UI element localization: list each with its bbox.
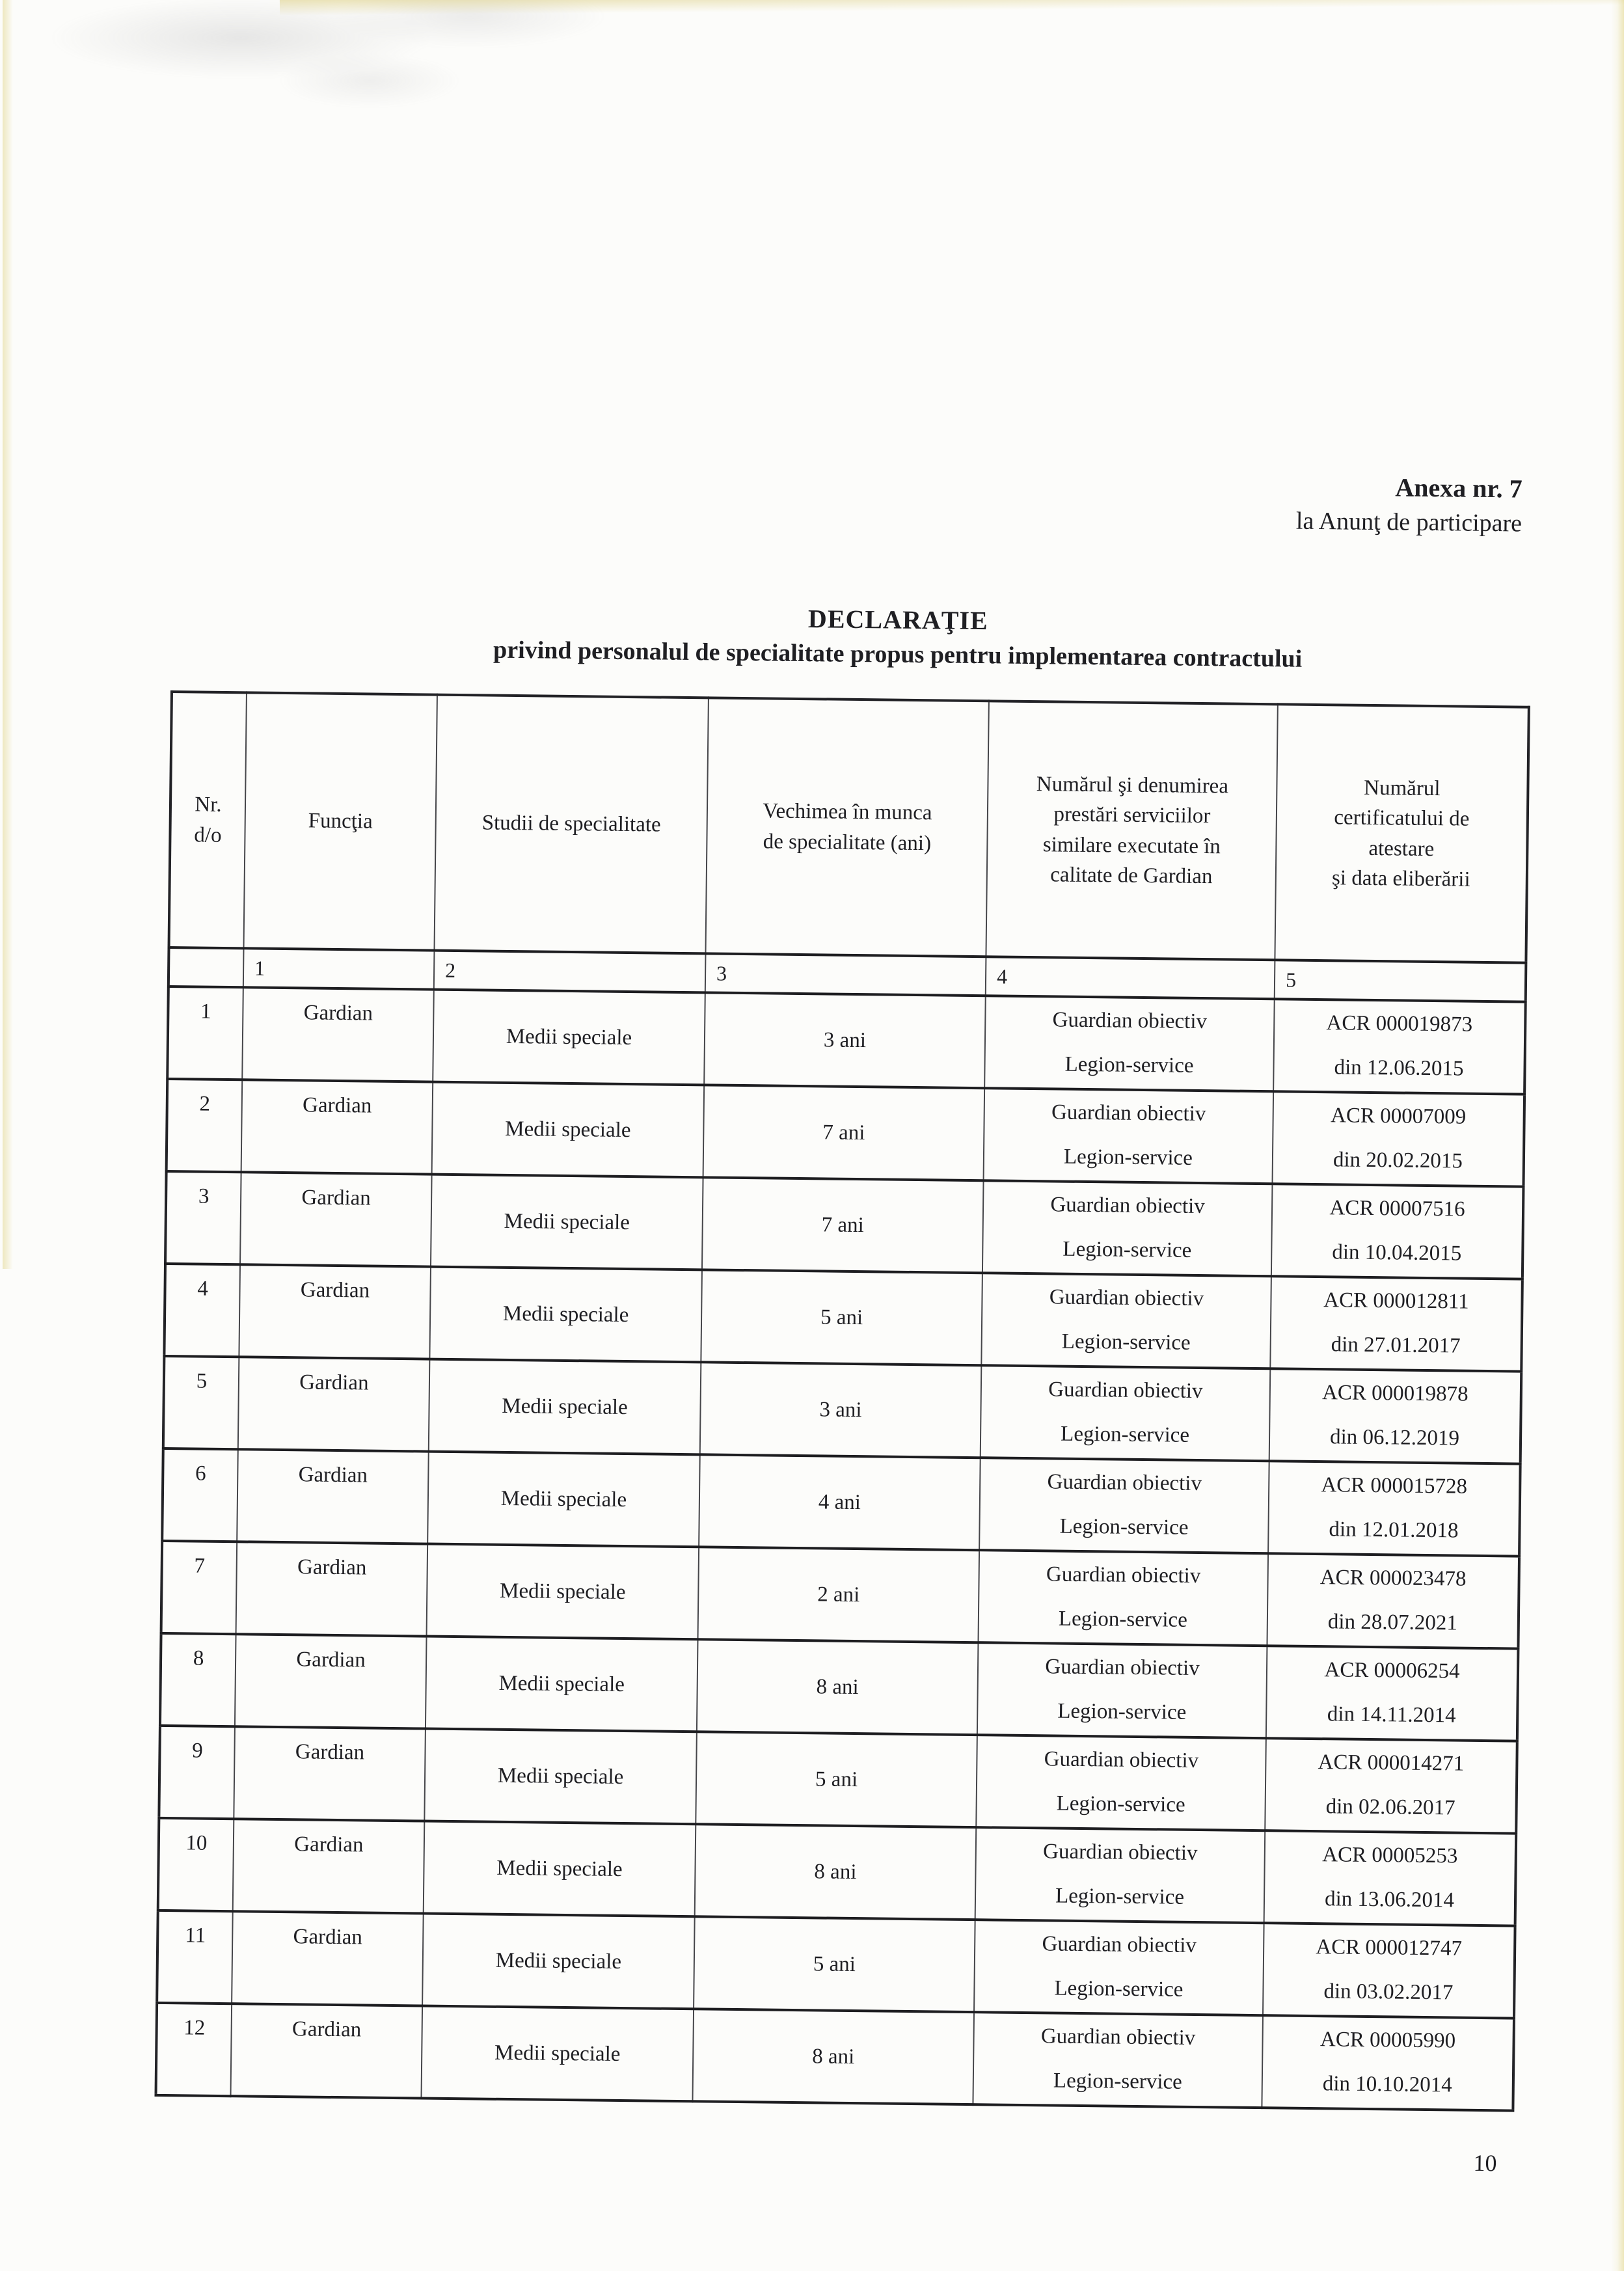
cell-certificat: ACR 000023478 din 28.07.2021 <box>1267 1553 1519 1648</box>
cell-certificat: ACR 000019878 din 06.12.2019 <box>1269 1368 1522 1463</box>
table-row <box>167 1079 1524 1187</box>
cell-nr: 11 <box>157 1911 233 2004</box>
cell-functia: Gardian <box>242 987 434 1081</box>
cell-vechimea: 3 ani <box>700 1362 982 1458</box>
cell-studii: Medii speciale <box>421 2006 694 2102</box>
table-row <box>157 1911 1515 2019</box>
cell-nr: 2 <box>167 1079 243 1172</box>
table-body <box>156 986 1526 2111</box>
column-header-vechimea: Vechimea în munca de specialitate (ani) <box>705 698 988 957</box>
cell-functia: Gardian <box>239 1264 431 1359</box>
column-header-functia: Funcţia <box>244 692 437 950</box>
cell-certificat: ACR 00005253 din 13.06.2014 <box>1264 1830 1517 1925</box>
cell-servicii: Guardian obiectiv Legion-service <box>981 1365 1271 1461</box>
cell-vechimea: 5 ani <box>701 1270 982 1365</box>
cell-functia: Gardian <box>230 2004 422 2098</box>
cell-nr: 12 <box>156 2003 232 2096</box>
table-row <box>167 986 1525 1095</box>
cell-certificat: ACR 000014271 din 02.06.2017 <box>1265 1738 1517 1833</box>
cell-certificat: ACR 000012747 din 03.02.2017 <box>1263 1923 1515 2018</box>
column-header-nr: Nr. d/o <box>169 692 247 948</box>
cell-servicii: Guardian obiectiv Legion-service <box>974 1920 1264 2015</box>
column-number: 2 <box>434 951 706 993</box>
table-row <box>158 1818 1516 1926</box>
table-row <box>159 1726 1517 1834</box>
cell-servicii: Guardian obiectiv Legion-service <box>975 1827 1265 1923</box>
cell-certificat: ACR 00005990 din 10.10.2014 <box>1262 2015 1514 2110</box>
table-row <box>156 2003 1514 2111</box>
cell-nr: 8 <box>160 1633 236 1726</box>
cell-functia: Gardian <box>237 1449 429 1543</box>
cell-servicii: Guardian obiectiv Legion-service <box>977 1642 1267 1738</box>
cell-nr: 3 <box>165 1171 241 1264</box>
cell-nr: 5 <box>163 1356 239 1449</box>
table-row <box>164 1264 1522 1372</box>
cell-studii: Medii speciale <box>422 1914 695 2009</box>
cell-studii: Medii speciale <box>431 1175 703 1270</box>
column-header-studii: Studii de specialitate <box>434 695 708 954</box>
cell-certificat: ACR 000019873 din 12.06.2015 <box>1273 999 1526 1094</box>
cell-functia: Gardian <box>233 1819 425 1913</box>
annex-number: Anexa nr. 7 <box>1395 472 1522 504</box>
cell-vechimea: 3 ani <box>704 992 986 1088</box>
table-row <box>162 1448 1520 1557</box>
cell-studii: Medii speciale <box>432 1082 705 1178</box>
cell-servicii: Guardian obiectiv Legion-service <box>973 2012 1263 2108</box>
cell-vechimea: 4 ani <box>699 1454 981 1550</box>
cell-vechimea: 2 ani <box>698 1547 980 1642</box>
cell-functia: Gardian <box>240 1172 432 1266</box>
cell-certificat: ACR 00007516 din 10.04.2015 <box>1271 1184 1524 1279</box>
cell-vechimea: 5 ani <box>696 1732 977 1827</box>
table-row <box>161 1541 1519 1649</box>
annex-subline: la Anunţ de participare <box>1295 507 1522 537</box>
cell-nr: 7 <box>161 1541 237 1634</box>
cell-functia: Gardian <box>232 1911 424 2006</box>
table-row <box>163 1356 1521 1464</box>
document-title: DECLARAŢIE <box>807 604 988 636</box>
cell-functia: Gardian <box>236 1542 428 1636</box>
annex-reference <box>1296 469 1522 541</box>
cell-studii: Medii speciale <box>429 1267 702 1363</box>
personnel-table <box>154 690 1530 2112</box>
cell-certificat: ACR 000015728 din 12.01.2018 <box>1268 1461 1521 1556</box>
table-row <box>165 1171 1523 1279</box>
cell-vechimea: 5 ani <box>694 1916 975 2012</box>
column-header-servicii: Numărul şi denumirea prestări serviciilor similare executate în calitate de Gardian <box>986 701 1277 960</box>
cell-functia: Gardian <box>238 1357 430 1451</box>
column-number: 4 <box>986 957 1275 999</box>
cell-servicii: Guardian obiectiv Legion-service <box>984 1088 1274 1184</box>
page-number: 10 <box>1473 2149 1497 2177</box>
cell-nr: 10 <box>158 1818 234 1911</box>
cell-functia: Gardian <box>234 1726 426 1821</box>
table-row <box>160 1633 1518 1741</box>
cell-servicii: Guardian obiectiv Legion-service <box>976 1735 1266 1830</box>
cell-servicii: Guardian obiectiv Legion-service <box>981 1273 1271 1368</box>
cell-vechimea: 8 ani <box>695 1824 977 1920</box>
cell-studii: Medii speciale <box>427 1544 699 1640</box>
column-number <box>169 947 244 987</box>
cell-studii: Medii speciale <box>424 1729 697 1825</box>
cell-studii: Medii speciale <box>429 1359 701 1455</box>
cell-vechimea: 8 ani <box>697 1639 979 1735</box>
column-number: 1 <box>243 948 435 989</box>
cell-studii: Medii speciale <box>426 1637 698 1732</box>
column-number: 3 <box>705 953 986 996</box>
column-number: 5 <box>1275 960 1526 1001</box>
column-header-certificat: Numărul certificatului de atestare şi data eliberării <box>1275 704 1528 962</box>
title-block <box>171 596 1624 677</box>
cell-certificat: ACR 000012811 din 27.01.2017 <box>1270 1276 1522 1371</box>
cell-nr: 9 <box>159 1726 235 1819</box>
cell-functia: Gardian <box>235 1634 427 1728</box>
cell-vechimea: 7 ani <box>702 1177 984 1273</box>
cell-nr: 1 <box>167 986 243 1080</box>
cell-servicii: Guardian obiectiv Legion-service <box>984 996 1275 1091</box>
cell-servicii: Guardian obiectiv Legion-service <box>982 1180 1273 1276</box>
cell-nr: 4 <box>164 1264 240 1357</box>
cell-servicii: Guardian obiectiv Legion-service <box>979 1458 1269 1553</box>
cell-vechimea: 8 ani <box>692 2009 974 2104</box>
cell-certificat: ACR 00006254 din 14.11.2014 <box>1266 1646 1519 1741</box>
cell-studii: Medii speciale <box>424 1821 696 1917</box>
cell-studii: Medii speciale <box>427 1452 700 1547</box>
cell-nr: 6 <box>162 1448 238 1542</box>
table-header-row <box>169 692 1529 963</box>
cell-certificat: ACR 00007009 din 20.02.2015 <box>1273 1091 1525 1186</box>
cell-functia: Gardian <box>241 1080 433 1174</box>
cell-servicii: Guardian obiectiv Legion-service <box>978 1550 1268 1646</box>
document-subtitle: privind personalul de specialitate propus pentru implementarea contractului <box>493 636 1303 673</box>
cell-vechimea: 7 ani <box>703 1085 985 1180</box>
cell-studii: Medii speciale <box>433 990 705 1085</box>
